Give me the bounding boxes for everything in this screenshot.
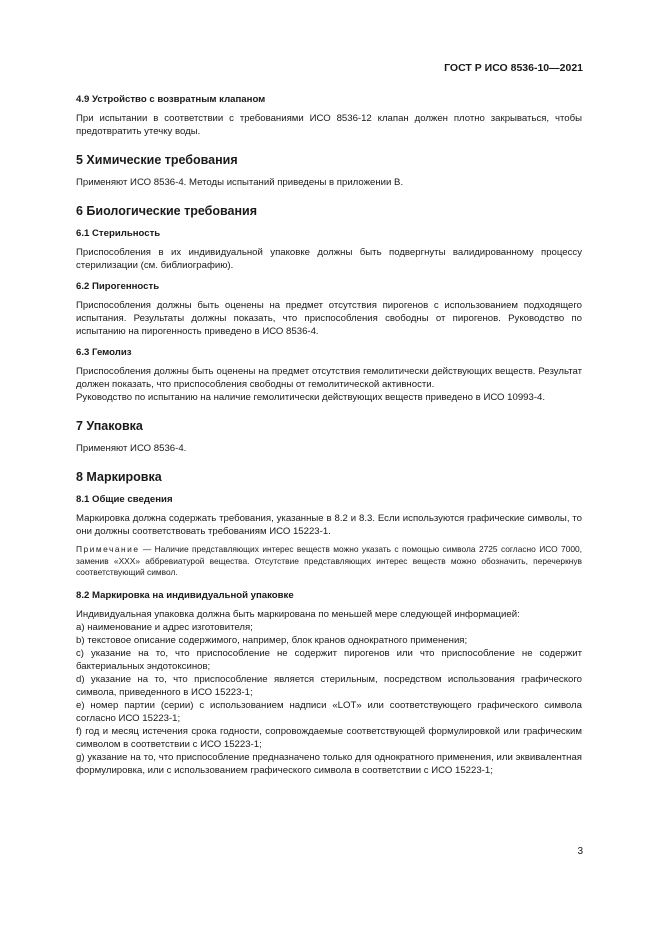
section-6-1-text: Приспособления в их индивидуальной упаковке должны быть подвергнуты валидированному процессу стерилизации (см. библиографию). (76, 247, 582, 271)
section-6-1-title: 6.1 Стерильность (76, 228, 161, 239)
list-item: e) номер партии (серии) с использованием надписи «LOT» или соответствующего графического символа согласно ИСО 15223-1; (76, 699, 582, 724)
section-5-text: Применяют ИСО 8536-4. Методы испытаний приведены в приложении B. (76, 177, 404, 188)
section-7-title: 7 Упаковка (76, 419, 143, 433)
note-text: — Наличие представляющих интерес веществ можно указать с помощью символа 2725 согласно ИСО 7000, заменив «XXX» аббревиатурой вещества. Отсутствие представляющих интерес веществ можно обозначить, перечеркнув соответствующий символ. (76, 544, 582, 577)
list-item: b) текстовое описание содержимого, например, блок кранов однократного применения; (76, 634, 468, 646)
list-item: g) указание на то, что приспособление предназначено только для однократного применения, или эквивалентная формулировка, или с использованием графического символа в соответствии с ИСО 15223-1; (76, 751, 582, 776)
list-item: f) год и месяц истечения срока годности, сопровождаемые соответствующей формулировкой или графическим символом в соответствии с ИСО 15223-1; (76, 725, 582, 750)
section-8-title: 8 Маркировка (76, 470, 162, 484)
list-item: c) указание на то, что приспособление не содержит пирогенов или что приспособление не содержит бактериальных эндотоксинов; (76, 647, 582, 672)
page-content (76, 93, 582, 777)
standard-designation: ГОСТ Р ИСО 8536-10—2021 (444, 62, 583, 74)
section-5-title: 5 Химические требования (76, 153, 238, 167)
note-label: Примечание (76, 544, 140, 554)
list-item: a) наименование и адрес изготовителя; (76, 621, 253, 633)
section-6-title: 6 Биологические требования (76, 204, 257, 218)
list-item: d) указание на то, что приспособление является стерильным, посредством использования графического символа, приведенного в ИСО 15223-1; (76, 673, 582, 698)
section-8-1-title: 8.1 Общие сведения (76, 494, 173, 505)
section-4-9-title: 4.9 Устройство с возвратным клапаном (76, 94, 266, 105)
section-8-1-note (76, 544, 582, 579)
section-4-9-text: При испытании в соответствии с требованиями ИСО 8536-12 клапан должен плотно закрываться, чтобы предотвратить утечку воды. (76, 113, 582, 137)
section-6-2-text: Приспособления должны быть оценены на предмет отсутствия пирогенов с использованием подходящего испытания. Результаты должны показать, что приспособления свободны от пирогенов. Руководство по испытанию на пирогенность приведено в ИСО 8536-4. (76, 300, 582, 337)
section-6-3-title: 6.3 Гемолиз (76, 347, 132, 358)
page-number: 3 (577, 846, 583, 857)
section-6-3-text-1: Приспособления должны быть оценены на предмет отсутствия гемолитически действующих веществ. Результат должен показать, что приспособления свободны от гемолитической активности. (76, 366, 582, 390)
section-8-2-intro: Индивидуальная упаковка должна быть маркирована по меньшей мере следующей информацией: (76, 608, 520, 620)
section-8-1-text: Маркировка должна содержать требования, указанные в 8.2 и 8.3. Если используются графические символы, то они должны соответствовать требованиям ИСО 15223-1. (76, 513, 582, 537)
section-6-3-text-2: Руководство по испытанию на наличие гемолитически действующих веществ приведено в ИСО 10993-4. (76, 392, 546, 403)
section-6-2-title: 6.2 Пирогенность (76, 281, 160, 292)
section-7-text: Применяют ИСО 8536-4. (76, 443, 187, 454)
section-8-2-title: 8.2 Маркировка на индивидуальной упаковке (76, 589, 294, 601)
